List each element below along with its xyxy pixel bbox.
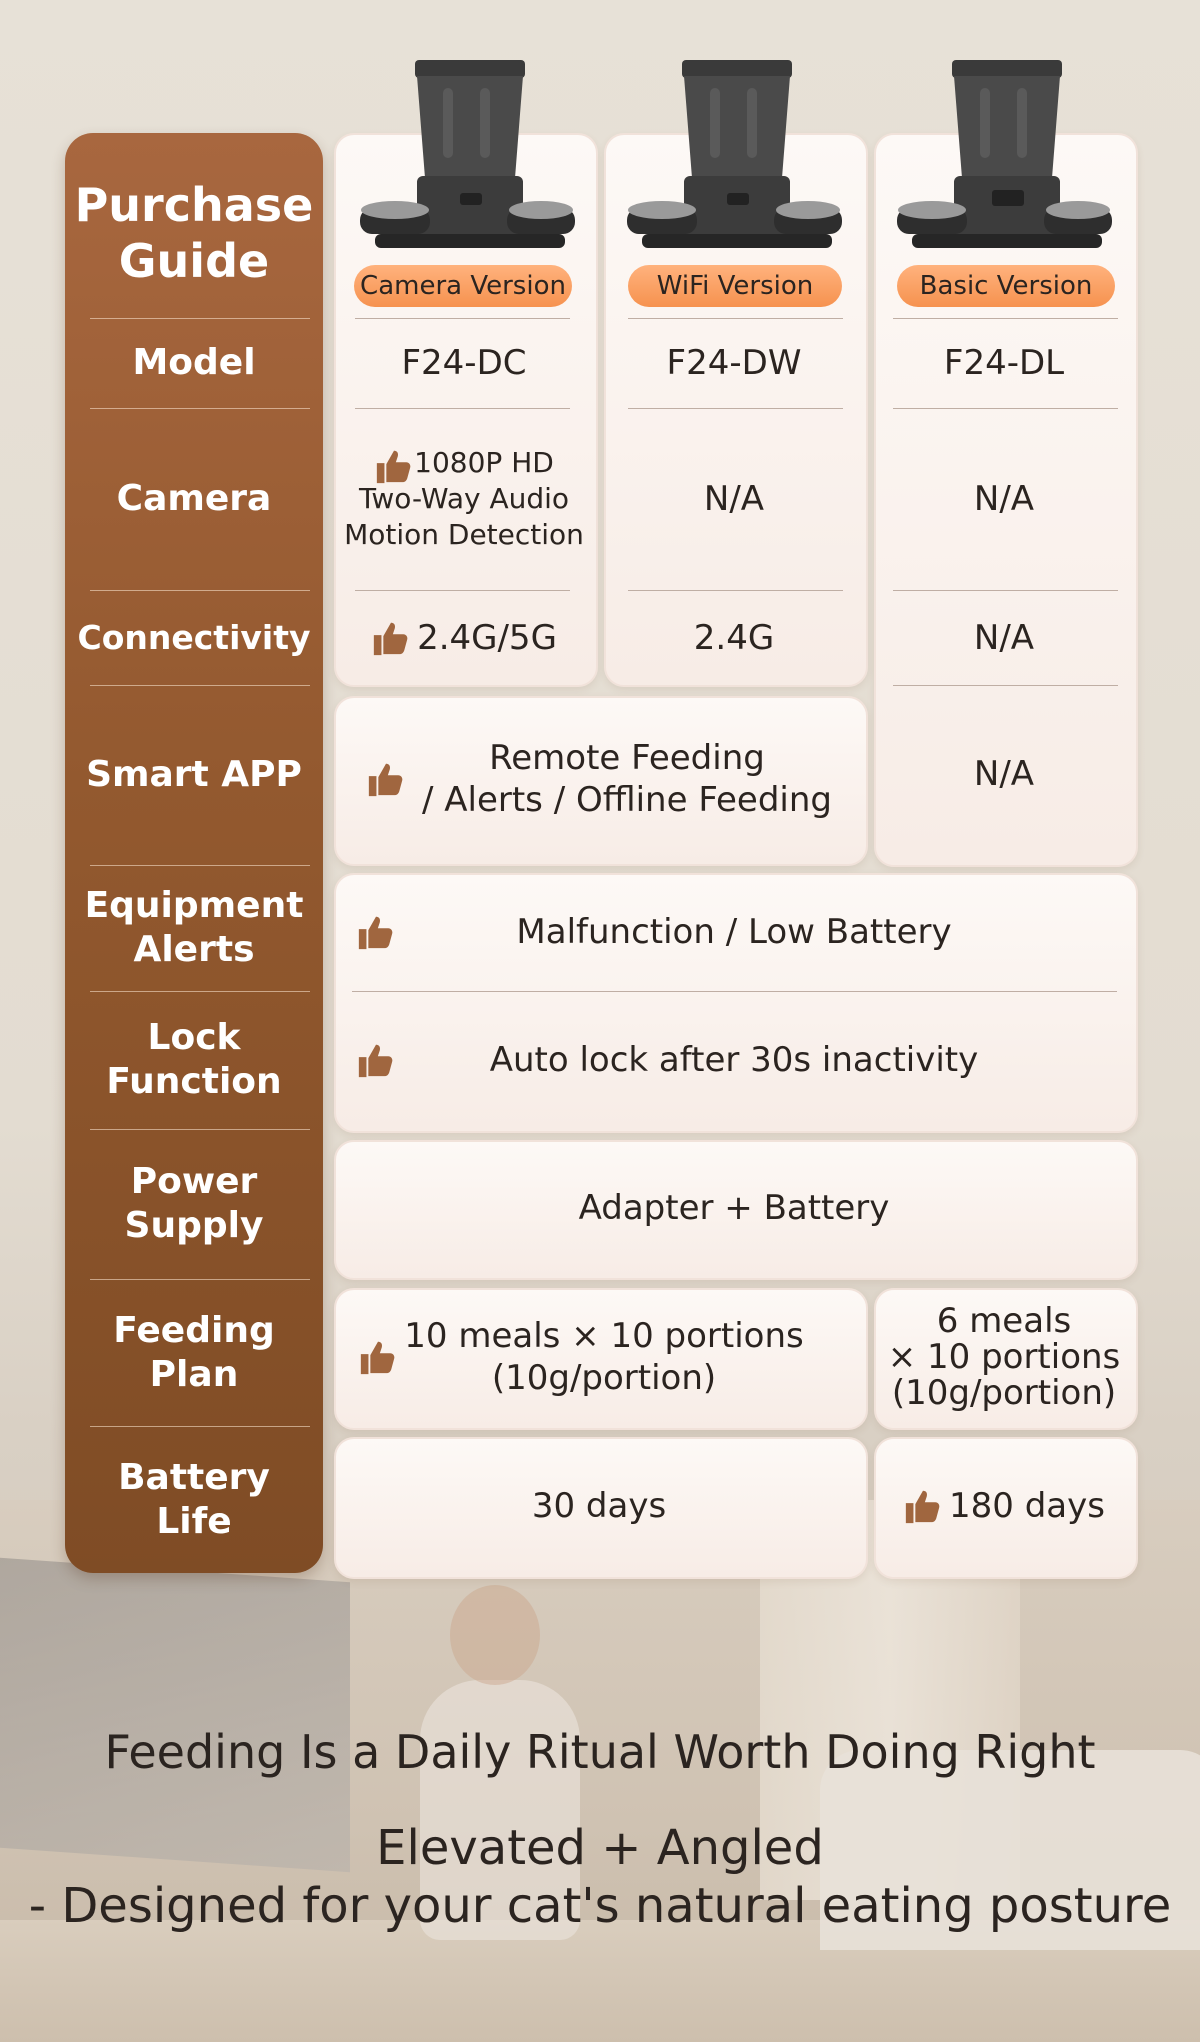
page-title	[65, 173, 323, 293]
model-value: F24-DW	[666, 343, 802, 383]
pet-feeder-image	[892, 58, 1117, 258]
thumbs-up-icon	[371, 619, 409, 657]
version-badge: WiFi Version	[628, 265, 842, 307]
connectivity-value: N/A	[973, 617, 1035, 658]
pet-feeder-image	[622, 58, 847, 258]
camera-features: 1080P HD Two-Way Audio Motion Detection	[344, 446, 584, 551]
pet-feeder-image	[355, 58, 580, 258]
camera-value: N/A	[973, 479, 1035, 519]
row-label-lock-function: Lock Function	[106, 1017, 282, 1102]
connectivity-value: 2.4G	[693, 617, 775, 658]
row-label-battery-life: Battery Life	[118, 1456, 270, 1542]
row-label-model: Model	[132, 342, 256, 383]
thumbs-up-icon	[903, 1487, 941, 1525]
feeding-plan-basic-value: 6 meals × 10 portions (10g/portion)	[887, 1301, 1121, 1413]
row-label-smart-app: Smart APP	[86, 754, 302, 795]
row-label-feeding-plan: Feeding Plan	[113, 1309, 275, 1395]
thumbs-up-icon	[366, 760, 404, 798]
battery-life-basic-value: 180 days	[874, 1437, 1134, 1575]
connectivity-value: 2.4G/5G	[334, 590, 594, 685]
footer-line-1: Elevated + Angled	[376, 1820, 824, 1876]
thumbs-up-icon	[356, 1041, 394, 1079]
smart-app-value: Remote Feeding / Alerts / Offline Feeding	[334, 696, 864, 862]
row-label-connectivity: Connectivity	[77, 617, 311, 657]
feeding-plan-value: 10 meals × 10 portions (10g/portion)	[334, 1288, 864, 1426]
title-line-1: Purchase	[74, 178, 314, 232]
version-badge: Camera Version	[354, 265, 572, 307]
lock-function-value: Auto lock after 30s inactivity	[334, 991, 1134, 1129]
footer-tagline: Feeding Is a Daily Ritual Worth Doing Right	[104, 1725, 1096, 1779]
camera-value: N/A	[703, 479, 765, 519]
footer-line-2: - Designed for your cat's natural eating posture	[28, 1878, 1172, 1934]
equipment-alerts-value: Malfunction / Low Battery	[334, 873, 1134, 991]
thumbs-up-icon	[358, 1338, 396, 1376]
model-value: F24-DC	[401, 343, 527, 383]
title-line-2: Guide	[118, 234, 270, 288]
thumbs-up-icon	[356, 913, 394, 951]
smart-app-value: N/A	[973, 754, 1035, 794]
version-badge: Basic Version	[897, 265, 1115, 307]
row-label-equipment-alerts: Equipment Alerts	[84, 885, 304, 970]
row-header-column	[65, 133, 323, 1573]
battery-life-value: 30 days	[531, 1486, 667, 1526]
model-value: F24-DL	[943, 343, 1065, 383]
power-supply-value: Adapter + Battery	[578, 1188, 890, 1228]
thumbs-up-icon	[374, 447, 408, 481]
row-label-power-supply: Power Supply	[124, 1161, 264, 1246]
row-label-camera: Camera	[116, 478, 272, 519]
